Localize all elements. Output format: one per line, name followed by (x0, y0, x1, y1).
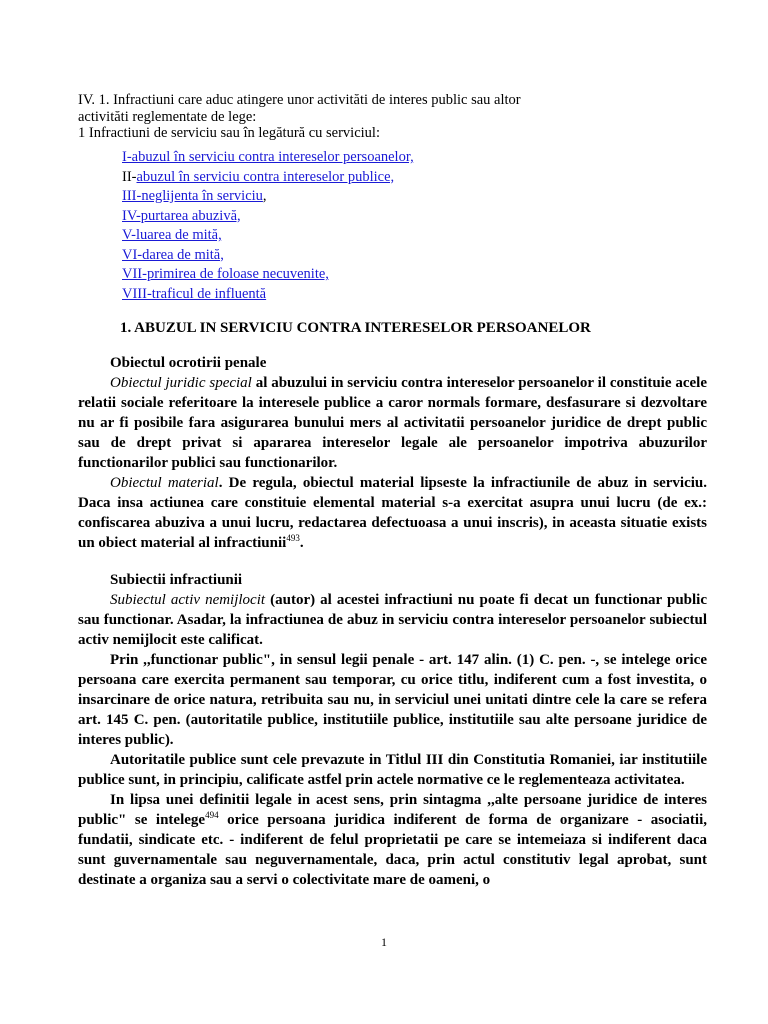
toc-link-traficul-de-influenta[interactable]: VIII-traficul de influentă (122, 285, 267, 302)
subiecti-paragraph-4 (78, 790, 707, 890)
toc-link-darea-de-mita[interactable]: VI-darea de mită, (122, 246, 224, 263)
toc-link-abuz-persoane[interactable]: I-abuzul în serviciu contra intereselor persoanelor, (122, 149, 414, 165)
obiect-material-term: Obiectul material (110, 475, 219, 491)
subiecti-paragraph-2-text: Prin ,,functionar public", in sensul legii penale - art. 147 alin. (1) C. pen. -, se intelege orice persoana care exercita permanent sau temporar, cu orice titlu, indiferent cum a fost investita, o insarcinare de orice natura, retribuita sau nu, in serviciul unei unitati dintre cele la care se refera art. 145 C. pen. (autoritatile publice, institutiile publice, institutiile sau alte persoane juridice de interes public). (78, 652, 707, 748)
obiect-section (78, 353, 707, 553)
subiecti-paragraph-1 (78, 590, 707, 650)
intro-line-1: IV. 1. Infractiuni care aduc atingere unor activităti de interes public sau altor (78, 92, 521, 108)
intro-line-2: activităti reglementate de lege: (78, 108, 257, 125)
subiecti-paragraph-1-text: (autor) al acestei infractiuni nu poate fi decat un functionar public sau functionar. Asadar, la infractiunea de abuz in serviciu contra intereselor persoanelor subiectul activ nemijlocit este calificat. (78, 592, 707, 648)
obiect-paragraph-2 (78, 473, 707, 553)
toc-link-abuz-publice[interactable]: abuzul în serviciu contra intereselor publice, (136, 168, 395, 185)
toc-item-3 (122, 187, 414, 207)
toc-link-luarea-de-mita[interactable]: V-luarea de mită, (122, 227, 222, 243)
toc-item-7 (122, 265, 414, 285)
obiect-juridic-term: Obiectul juridic special (110, 375, 252, 391)
toc-item-3-suffix: , (262, 188, 267, 204)
subiect-activ-term: Subiectul activ nemijlocit (110, 592, 266, 608)
section-heading: 1. ABUZUL IN SERVICIU CONTRA INTERESELOR PERSOANELOR (120, 320, 591, 336)
toc-item-5 (122, 226, 414, 246)
table-of-contents (122, 148, 414, 304)
subiecti-paragraph-3-text: Autoritatile publice sunt cele prevazute in Titlul III din Constitutia Romaniei, iar institutiile publice sunt, in principiu, calificate astfel prin actele normative ce le reglementeaza activitatea. (78, 752, 707, 788)
toc-link-neglijenta[interactable]: III-neglijenta în serviciu (122, 188, 263, 204)
toc-item-4 (122, 207, 414, 227)
subiecti-paragraph-4-text-a: In lipsa unei definitii legale in acest sens, prin sintagma ,,alte persoane juridice de interes public" se intelege (78, 792, 707, 828)
subiecti-paragraph-2 (78, 650, 707, 750)
intro-line-3: 1 Infractiuni de serviciu sau în legătură cu serviciul: (78, 125, 380, 141)
subiecti-subheading: Subiectii infractiunii (110, 572, 243, 588)
subiecti-paragraph-4-text-b: orice persoana juridica indiferent de forma de organizare - asociatii, fundatii, sindicate etc. - indiferent de felul proprietatii pe care se intemeiaza si indiferent daca sunt guvernamentale sau neguvernamentale, daca, prin actul constitutiv legal aprobat, sunt destinate a organiza sau a servi o colectivitate mare de oameni, o (78, 812, 707, 888)
obiect-paragraph-1 (78, 373, 707, 473)
intro-block (78, 92, 698, 142)
toc-item-2 (122, 168, 414, 188)
obiect-paragraph-2-text: . De regula, obiectul material lipseste la infractiunile de abuz in serviciu. Daca insa actiunea care constituie elemental material s-a exercitat asupra unui lucru (de ex.: confiscarea abuziva a unui lucru, redactarea defectuoasa a unui inscris), in aceasta situatie exists un obiect material al infractiunii (78, 475, 707, 551)
toc-item-2-prefix: II- (122, 168, 137, 185)
toc-item-1 (122, 148, 414, 168)
obiect-subheading: Obiectul ocrotirii penale (110, 355, 267, 371)
toc-item-6 (122, 246, 414, 266)
obiect-paragraph-2-end: . (299, 535, 304, 551)
footnote-ref-493[interactable]: 493 (286, 533, 300, 543)
toc-link-foloase-necuvenite[interactable]: VII-primirea de foloase necuvenite, (122, 266, 329, 282)
page-number: 1 (381, 935, 387, 949)
obiect-paragraph-1-text: al abuzului in serviciu contra intereselor persoanelor il constituie acele relatii sociale referitoare la interesele publice a caror normals formare, desfasurare si dezvoltare nu ar fi posibile fara asigurarea bunului mers al activitatii persoanelor juridice de drept public sau de drept privat si apararea intereselor legale ale persoanelor impotriva abuzurilor functionarilor publici sau functionarilor. (78, 375, 707, 471)
footnote-ref-494[interactable]: 494 (205, 810, 219, 820)
subiecti-paragraph-3 (78, 750, 707, 790)
toc-link-purtarea-abuziva[interactable]: IV-purtarea abuzivă, (122, 207, 241, 224)
subiecti-section (78, 570, 707, 890)
toc-item-8 (122, 285, 414, 305)
